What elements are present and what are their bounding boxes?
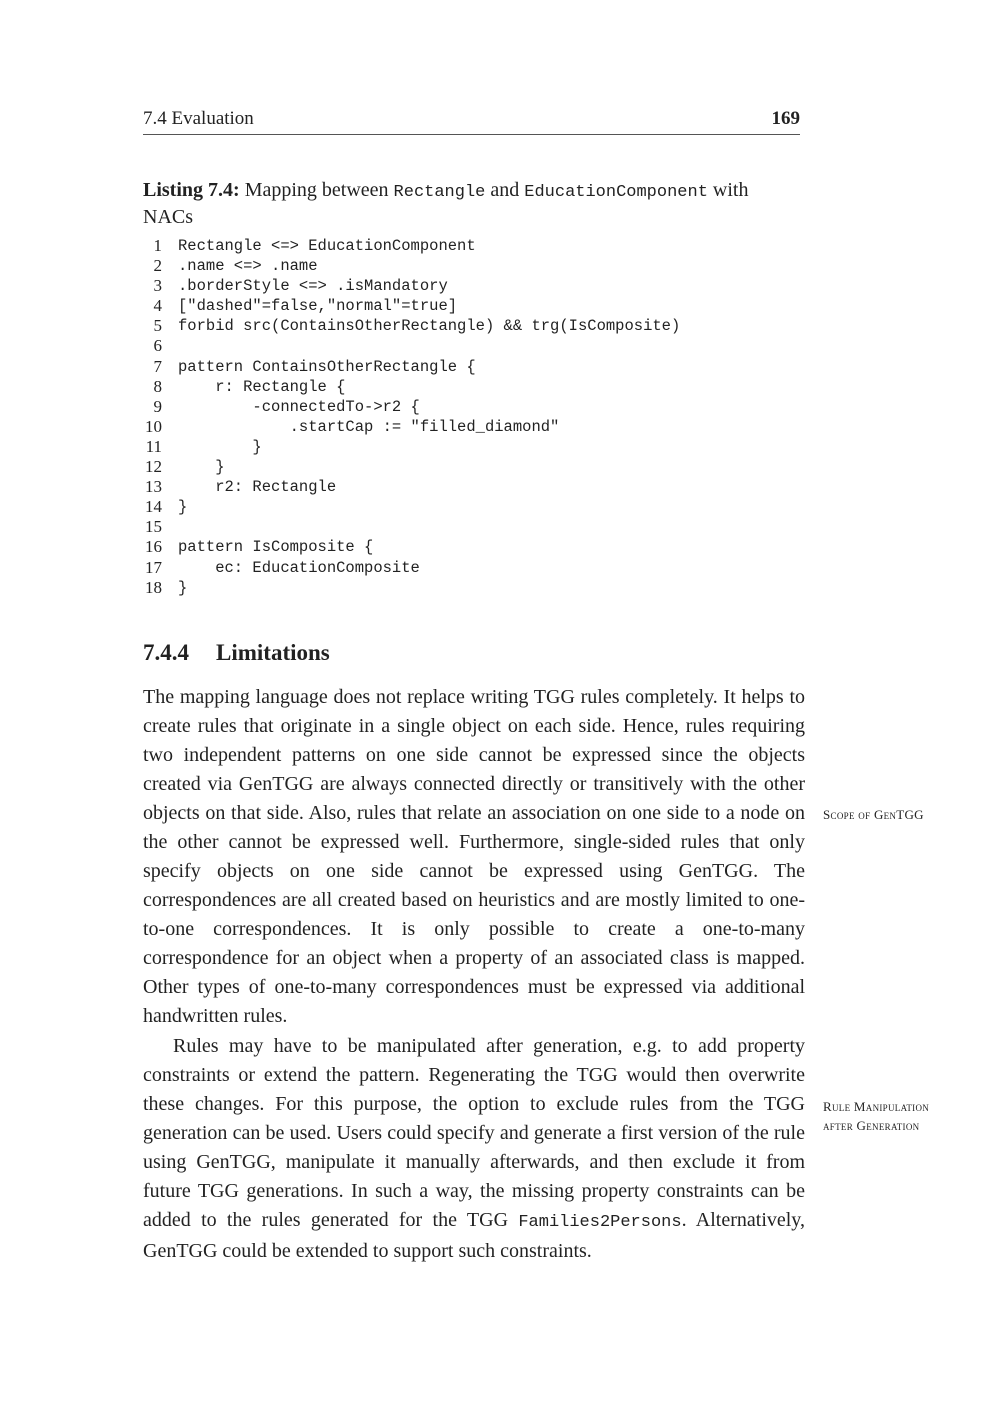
- page-number: 169: [771, 108, 800, 129]
- line-number: 12: [145, 457, 162, 477]
- line-number: 11: [145, 436, 162, 456]
- code-listing: [140, 236, 800, 598]
- listing-caption: [143, 178, 803, 229]
- line-number: 4: [153, 296, 162, 316]
- line-number: 18: [145, 577, 162, 597]
- line-number: 15: [145, 517, 162, 537]
- line-number: 14: [145, 497, 162, 517]
- code-line: [140, 377, 800, 397]
- caption-text-line2: NACs: [143, 206, 194, 228]
- line-number: 8: [153, 376, 162, 396]
- code-line: [140, 296, 800, 316]
- running-header: [143, 106, 800, 135]
- code-text: }: [178, 498, 188, 517]
- line-number: 1: [153, 236, 162, 255]
- section-heading: [143, 640, 330, 666]
- code-text: r: Rectangle {: [178, 377, 346, 396]
- paragraph2-code: Families2Persons: [518, 1213, 682, 1232]
- code-text: .startCap := "filled_diamond": [178, 417, 560, 436]
- line-number: 2: [153, 256, 162, 276]
- code-line: [140, 236, 800, 256]
- code-text: r2: Rectangle: [178, 478, 337, 497]
- line-number: 7: [153, 356, 162, 376]
- code-text: forbid src(ContainsOtherRectangle) && trg(IsComposite): [178, 317, 681, 336]
- caption-text-before: Mapping between: [244, 179, 389, 201]
- line-number: 3: [153, 276, 162, 296]
- paragraph-rule-manipulation: [143, 1032, 805, 1266]
- caption-type-rectangle: Rectangle: [393, 183, 486, 202]
- caption-text-after: with: [712, 179, 749, 201]
- margin-note2-line2: after Generation: [823, 1118, 920, 1133]
- line-number: 5: [153, 316, 162, 336]
- code-line: [140, 558, 800, 578]
- paragraph2-text: Rules may have to be manipulated after generation, e.g. to add property constraints or extend the pattern. Regenerating the TGG would then overwrite these changes. For this purpose, the option to exclude rules from the TGG generation can be used. Users could specify and generate a first version of the rule using GenTGG, manipulate it manually afterwards, and then exclude it from future TGG generations. In such a way, the missing property constraints can be added to the rules generated for the TGG: [143, 1035, 805, 1231]
- line-number: 13: [145, 477, 162, 497]
- margin-note-scope: Scope of GenTGG: [823, 807, 924, 822]
- code-line: [140, 537, 800, 557]
- paragraph2-after-code: . Alternatively, GenTGG could be extended to support such constraints.: [143, 1209, 806, 1262]
- caption-text-middle: and: [490, 179, 520, 201]
- margin-note2-line1: Rule Manipulation: [823, 1099, 930, 1114]
- code-line: [140, 397, 800, 417]
- code-line: [140, 437, 800, 457]
- code-text: ec: EducationComposite: [178, 558, 420, 577]
- code-line: [140, 417, 800, 437]
- code-line: [140, 578, 800, 598]
- caption-type-education-component: EducationComponent: [524, 183, 708, 202]
- section-number: 7.4.4: [143, 640, 189, 665]
- line-number: 17: [145, 557, 162, 577]
- line-number: 9: [153, 396, 162, 416]
- header-section-title: 7.4 Evaluation: [143, 108, 254, 129]
- line-number: 16: [145, 537, 162, 557]
- margin-note-rule-manipulation: [823, 1097, 983, 1135]
- code-line: [140, 256, 800, 276]
- code-text: pattern ContainsOtherRectangle {: [178, 357, 476, 376]
- code-text: }: [178, 578, 188, 597]
- code-line: [140, 457, 800, 477]
- code-line: [140, 497, 800, 517]
- code-line: [140, 517, 800, 537]
- listing-label: Listing 7.4:: [143, 179, 240, 201]
- section-title: Limitations: [216, 640, 330, 665]
- code-line: [140, 276, 800, 296]
- line-number: 6: [153, 336, 162, 356]
- code-line: [140, 316, 800, 336]
- paragraph-limitations: The mapping language does not replace writing TGG rules completely. It helps to create rules that originate in a single object on each side. Hence, rules requiring two independent patterns on one side cannot be expressed since the objects created via GenTGG are always connected directly or transitively with the other objects on that side. Also, rules that relate an association on one side to a node on the other cannot be expressed well. Furthermore, single-sided rules that only specify objects on one side cannot be expressed using GenTGG. The correspondences are all created based on heuristics and are mostly limited to one-to-one correspondences. It is only possible to create a one-to-many correspondence for an object when a property of an associated class is mapped. Other types of one-to-many correspondences must be expressed via additional handwritten rules.: [143, 686, 805, 1027]
- code-text: ["dashed"=false,"normal"=true]: [178, 297, 458, 316]
- code-text: .name <=> .name: [178, 257, 318, 276]
- code-text: }: [178, 458, 225, 477]
- code-text: }: [178, 437, 262, 456]
- code-line: [140, 357, 800, 377]
- code-text: pattern IsComposite {: [178, 538, 374, 557]
- line-number: 10: [145, 416, 162, 436]
- code-text: .borderStyle <=> .isMandatory: [178, 277, 448, 296]
- code-line: [140, 336, 800, 356]
- code-line: [140, 477, 800, 497]
- code-text: Rectangle <=> EducationComponent: [178, 237, 476, 255]
- code-text: -connectedTo->r2 {: [178, 397, 420, 416]
